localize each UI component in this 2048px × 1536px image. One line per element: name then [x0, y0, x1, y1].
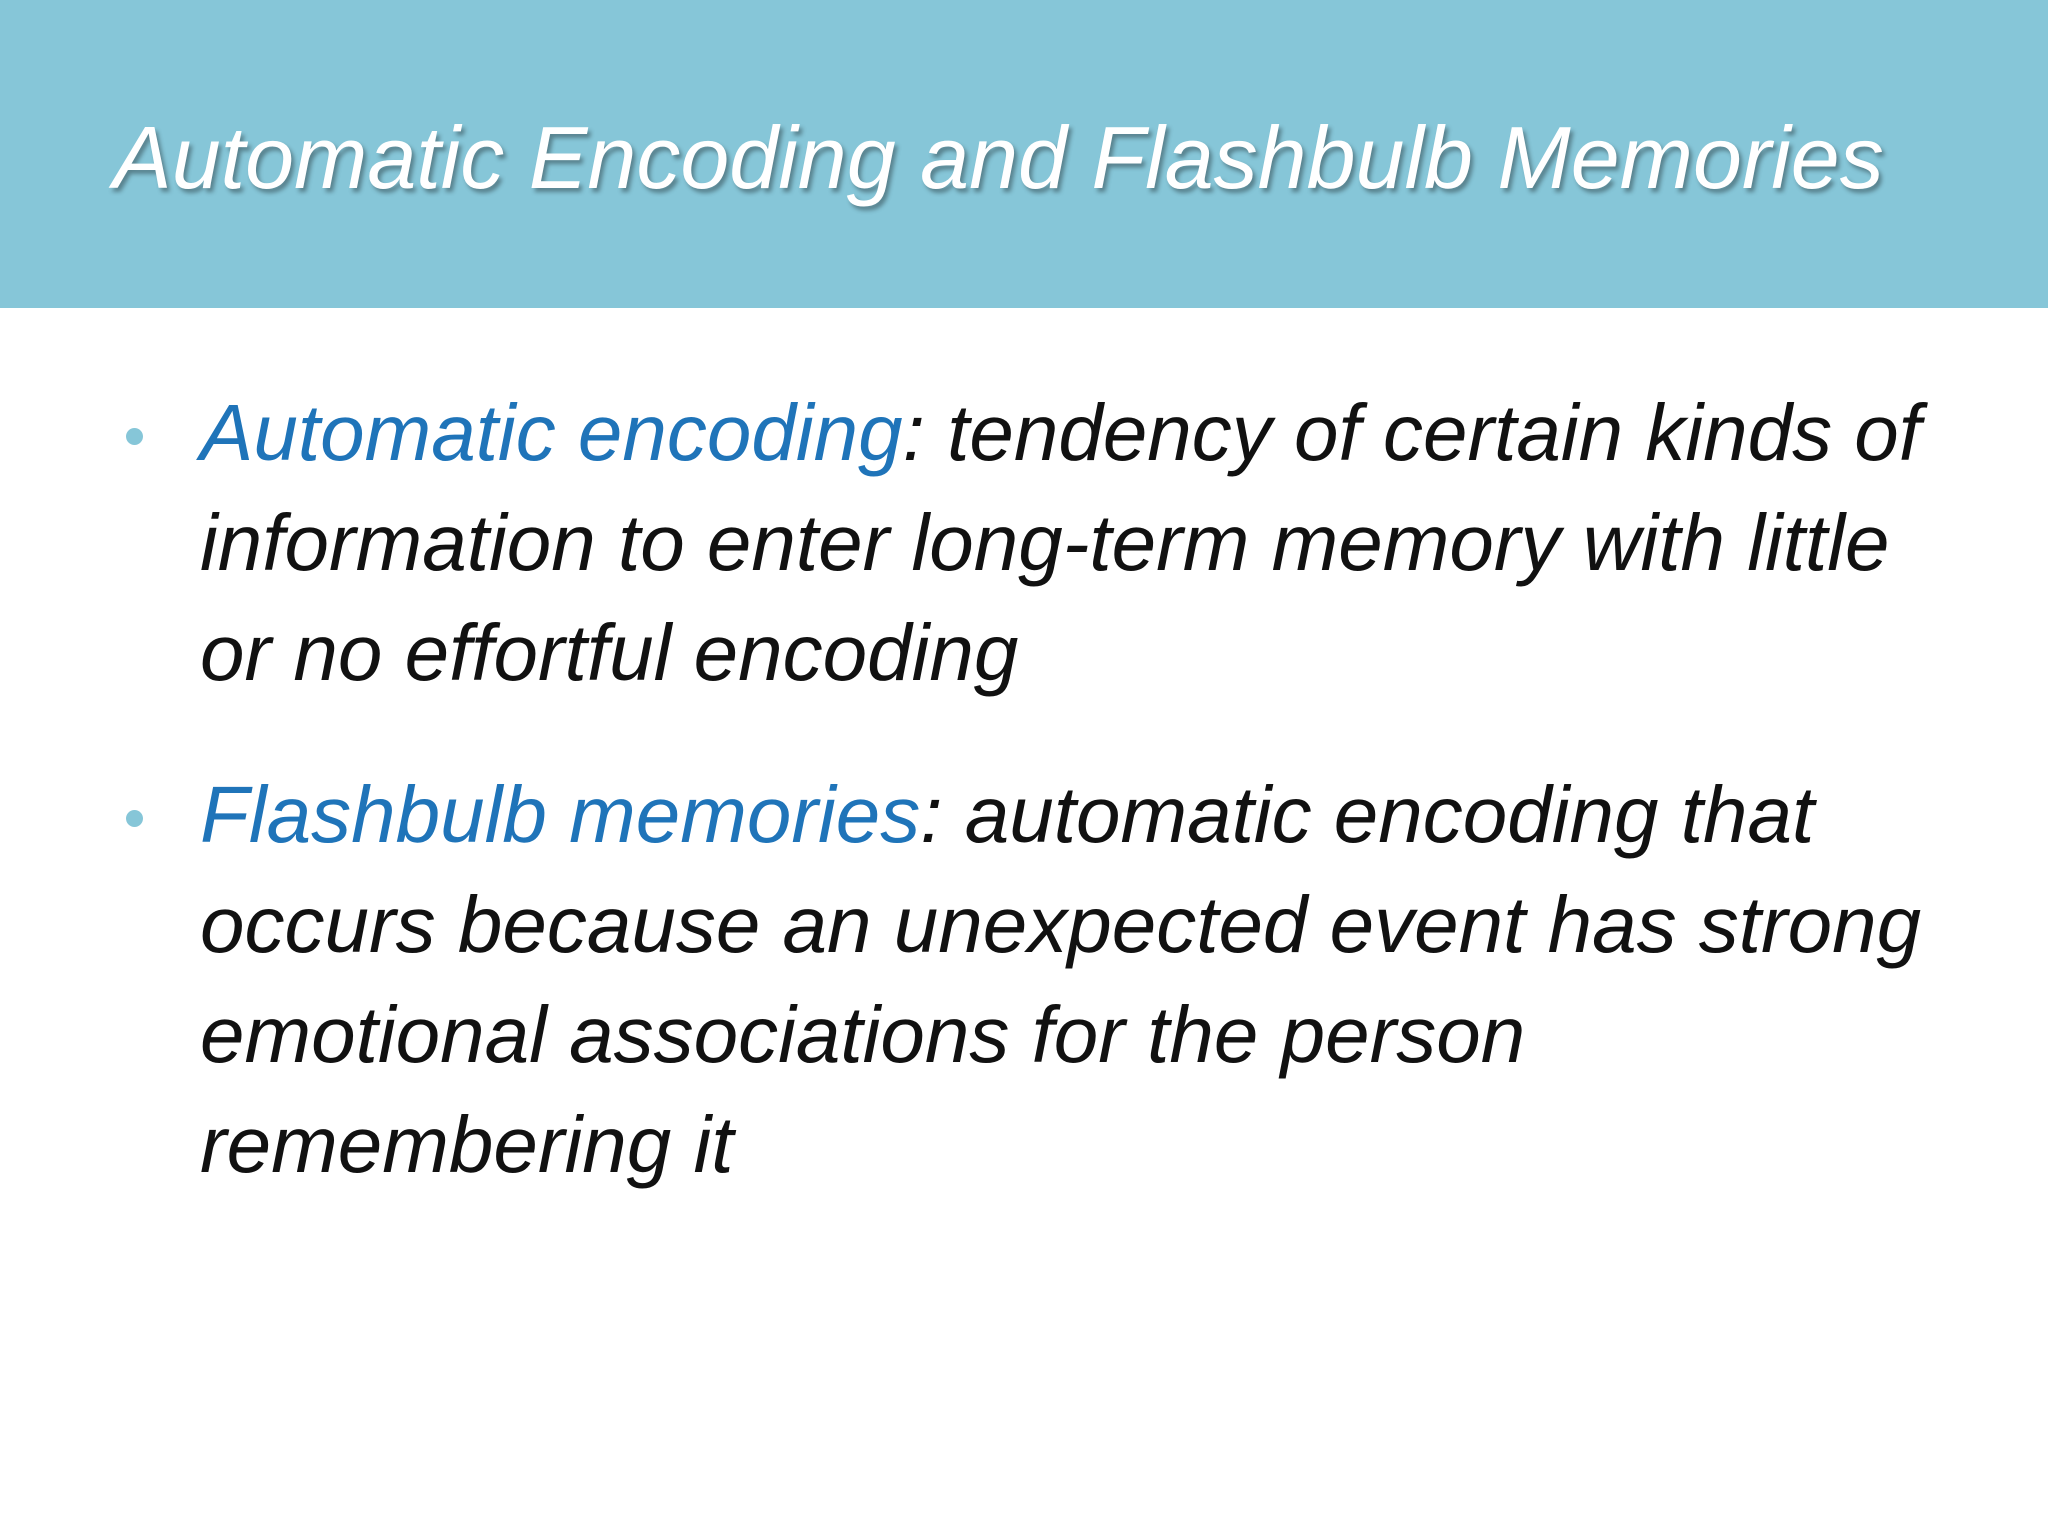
- definition-flashbulb-memories: : automatic encoding that occurs because an unexpected event has strong emotional associations for the person remembering it: [200, 770, 1922, 1189]
- bullet-marker: [126, 810, 143, 827]
- definition-automatic-encoding: : tendency of certain kinds of information to enter long-term memory with little or no effortful encoding: [200, 388, 1922, 697]
- slide-title: Automatic Encoding and Flashbulb Memories: [113, 108, 1884, 207]
- bullet-marker: [126, 428, 143, 445]
- term-flashbulb-memories: Flashbulb memories: [200, 770, 921, 859]
- bullet-item-automatic-encoding: [120, 378, 1940, 708]
- term-automatic-encoding: Automatic encoding: [200, 388, 903, 477]
- bullet-item-flashbulb-memories: [120, 760, 1940, 1200]
- bullet-list: [120, 378, 1940, 1200]
